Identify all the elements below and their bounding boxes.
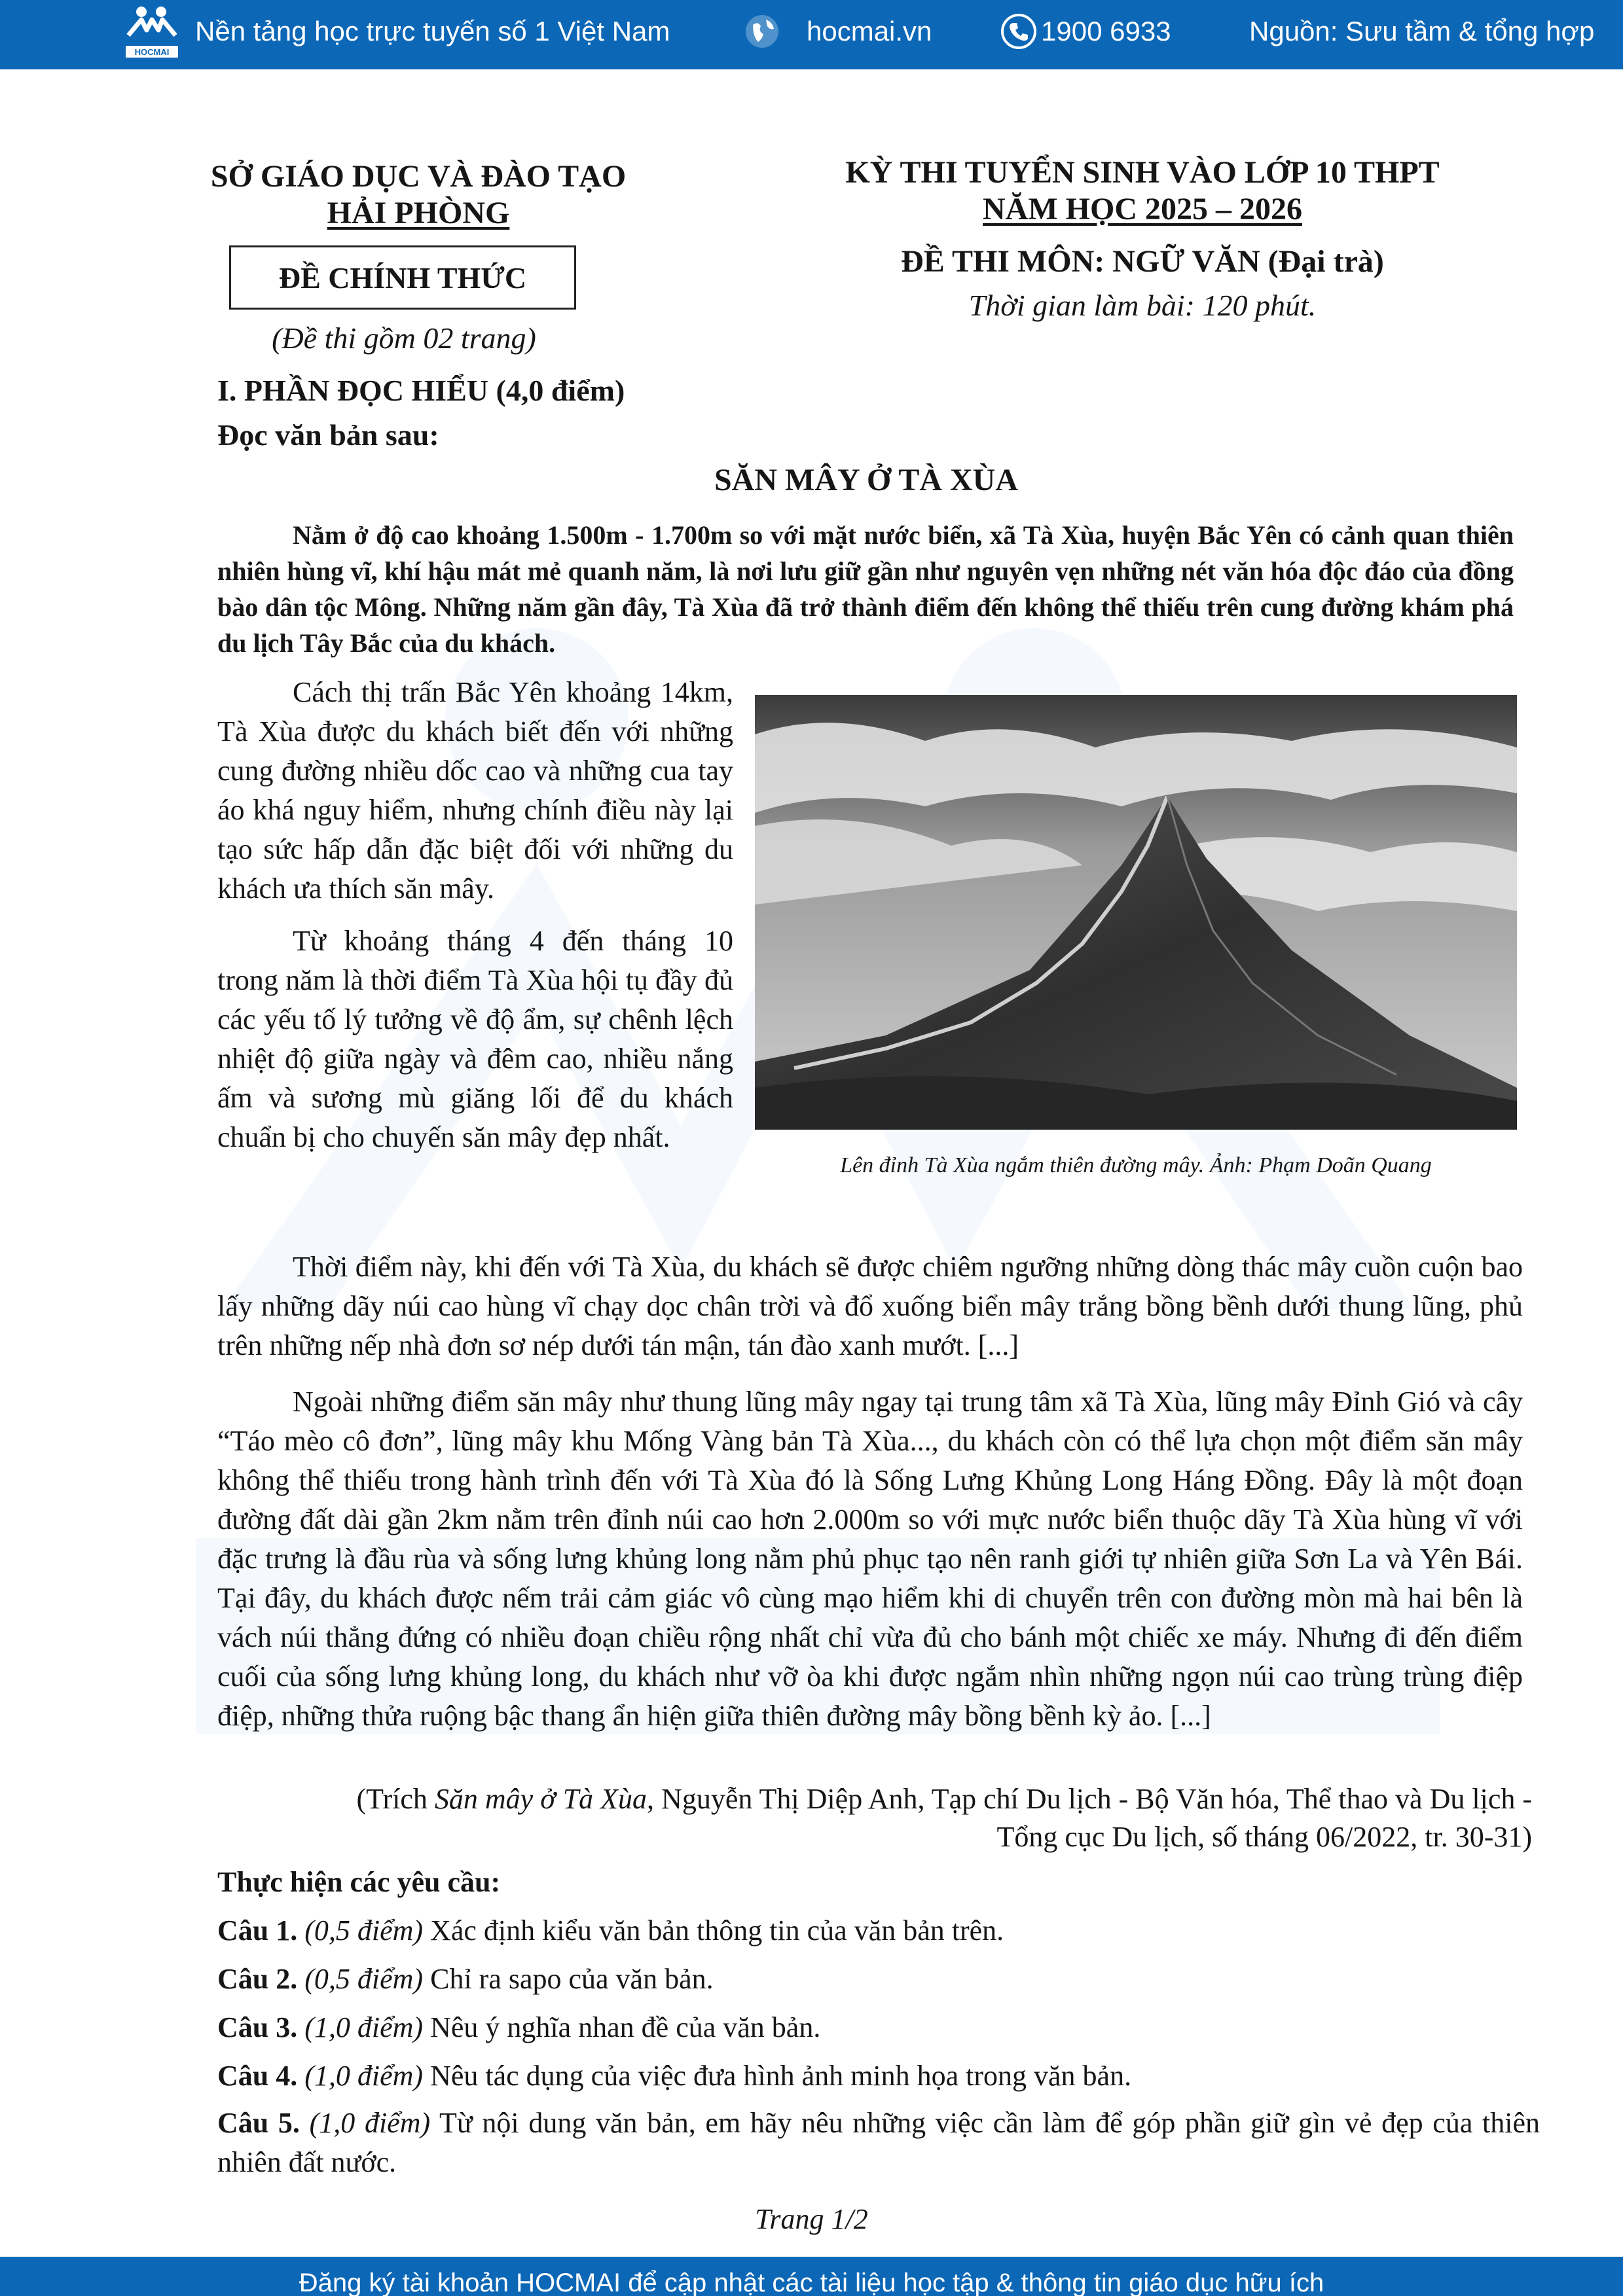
phone-icon: [1000, 13, 1037, 50]
question-3: Câu 3. (1,0 điểm) Nêu ý nghĩa nhan đề của văn bản.: [217, 2011, 821, 2043]
hocmai-logo-icon: [123, 4, 181, 59]
page-number: Trang 1/2: [755, 2203, 868, 2235]
article-left-column: [217, 673, 733, 1157]
exam-title: KỲ THI TUYỂN SINH VÀO LỚP 10 THPT: [845, 155, 1440, 190]
article-paragraph: Từ khoảng tháng 4 đến tháng 10 trong năm là thời điểm Tà Xùa hội tụ đầy đủ các yếu tố lý tưởng về độ ẩm, sự chênh lệch nhiệt độ giữa ngày và đêm cao, nhiều nắng ấm và sương mù giăng lối để du khách chuẩn bị cho chuyến săn mây đẹp nhất.: [217, 925, 733, 1153]
article-paragraph: Ngoài những điểm săn mây như thung lũng mây ngay tại trung tâm xã Tà Xùa, lũng mây Đỉnh Gió và cây “Táo mèo cô đơn”, lũng mây khu Mống Vàng bản Tà Xùa..., du khách còn có thể lựa chọn một điểm săn mây không thể thiếu trong hành trình đến với Tà Xùa đó là Sống Lưng Khủng Long Háng Đồng. Đây là một đoạn đường đất dài gần 2km nằm trên đỉnh núi cao hơn 2.000m so với mực nước biển thuộc dãy Tà Xùa hùng vĩ với đặc trưng là đầu rùa và sống lưng khủng long nằm phủ phục tạo nên ranh giới tự nhiên giữa Sơn La và Yên Bái. Tại đây, du khách được nếm trải cảm giác vô cùng mạo hiểm khi di chuyển trên con đường mòn mà hai bên là vách núi thẳng đứng có nhiều đoạn chiều rộng nhất chỉ vừa đủ cho bánh một chiếc xe máy. Nhưng đi đến điểm cuối của sống lưng khủng long, du khách như vỡ òa khi được ngắm nhìn những ngọn núi cao trùng trùng điệp điệp, những thửa ruộng bậc thang ẩn hiện giữa thiên đường mây bồng bềnh kỳ ảo. [...]: [217, 1386, 1523, 1732]
question-2: Câu 2. (0,5 điểm) Chỉ ra sapo của văn bản.: [217, 1963, 714, 1995]
website-link[interactable]: [744, 0, 932, 63]
phone-text: 1900 6933: [1041, 16, 1171, 46]
province-name: HẢI PHÒNG: [327, 196, 510, 230]
question-4: Câu 4. (1,0 điểm) Nêu tác dụng của việc đưa hình ảnh minh họa trong văn bản.: [217, 2060, 1132, 2092]
department-name: SỞ GIÁO DỤC VÀ ĐÀO TẠO: [210, 159, 627, 194]
reading-instruction: Đọc văn bản sau:: [217, 418, 439, 452]
pages-note: (Đề thi gồm 02 trang): [272, 321, 536, 355]
official-exam-box: ĐỀ CHÍNH THỨC: [229, 245, 576, 310]
article-sapo: Nằm ở độ cao khoảng 1.500m - 1.700m so với mặt nước biển, xã Tà Xùa, huyện Bắc Yên có cảnh quan thiên nhiên hùng vĩ, khí hậu mát mẻ quanh năm, là nơi lưu giữ gần như nguyên vẹn những nét văn hóa độc đáo của đồng bào dân tộc Mông. Những năm gần đây, Tà Xùa đã trở thành điểm đến không thể thiếu trên cung đường khám phá du lịch Tây Bắc của du khách.: [217, 520, 1514, 658]
tagline: Nền tảng học trực tuyến số 1 Việt Nam: [195, 16, 670, 46]
requirements-heading: Thực hiện các yêu cầu:: [217, 1866, 501, 1898]
article-paragraph: Cách thị trấn Bắc Yên khoảng 14km, Tà Xùa được du khách biết đến với những cung đường nhiều dốc cao và những cua tay áo khá nguy hiểm, nhưng chính điều này lại tạo sức hấp dẫn đặc biệt đối với những du khách ưa thích săn mây.: [217, 676, 733, 905]
exam-subject: ĐỀ THI MÔN: NGỮ VĂN (Đại trà): [901, 244, 1384, 279]
website-text: hocmai.vn: [807, 16, 932, 46]
photo-caption: Lên đỉnh Tà Xùa ngắm thiên đường mây. Ảnh: Phạm Doãn Quang: [840, 1153, 1432, 1177]
source-note: Nguồn: Sưu tầm & tổng hợp: [1249, 16, 1595, 46]
article-source: (Trích Săn mây ở Tà Xùa, Nguyễn Thị Diệp Anh, Tạp chí Du lịch - Bộ Văn hóa, Thể thao và Du lịch - Tổng cục Du lịch, số tháng 06/2022, tr. 30-31): [356, 1783, 1532, 1853]
article-paragraph: Thời điểm này, khi đến với Tà Xùa, du khách sẽ được chiêm ngưỡng những dòng thác mây cuồn cuộn bao lấy những dãy núi cao hùng vĩ chạy dọc chân trời và đổ xuống biển mây trắng bồng bềnh dưới thung lũng, phủ trên những nếp nhà đơn sơ nép dưới tán mận, tán đào xanh mướt. [...]: [217, 1251, 1523, 1361]
question-1: Câu 1. (0,5 điểm) Xác định kiểu văn bản thông tin của văn bản trên.: [217, 1914, 1004, 1946]
footer-text: Đăng ký tài khoản HOCMAI để cập nhật các tài liệu học tập & thông tin giáo dục hữu ích: [299, 2269, 1324, 2296]
mountain-photo: [755, 695, 1517, 1130]
school-year: NĂM HỌC 2025 – 2026: [983, 192, 1302, 226]
footer-banner[interactable]: [0, 2257, 1623, 2296]
globe-icon: [744, 13, 780, 50]
top-banner: [0, 0, 1623, 69]
hocmai-logo[interactable]: [123, 0, 181, 63]
phone-link[interactable]: [1000, 0, 1171, 63]
article-title: SĂN MÂY Ở TÀ XÙA: [714, 463, 1018, 497]
svg-text:HOCMAI: HOCMAI: [134, 47, 170, 57]
section-heading: I. PHẦN ĐỌC HIỂU (4,0 điểm): [217, 374, 625, 407]
question-5: Câu 5. (1,0 điểm) Từ nội dung văn bản, em hãy nêu những việc cần làm để góp phần giữ gìn vẻ đẹp của thiên nhiên đất nước.: [217, 2107, 1540, 2178]
exam-duration: Thời gian làm bài: 120 phút.: [968, 289, 1317, 322]
